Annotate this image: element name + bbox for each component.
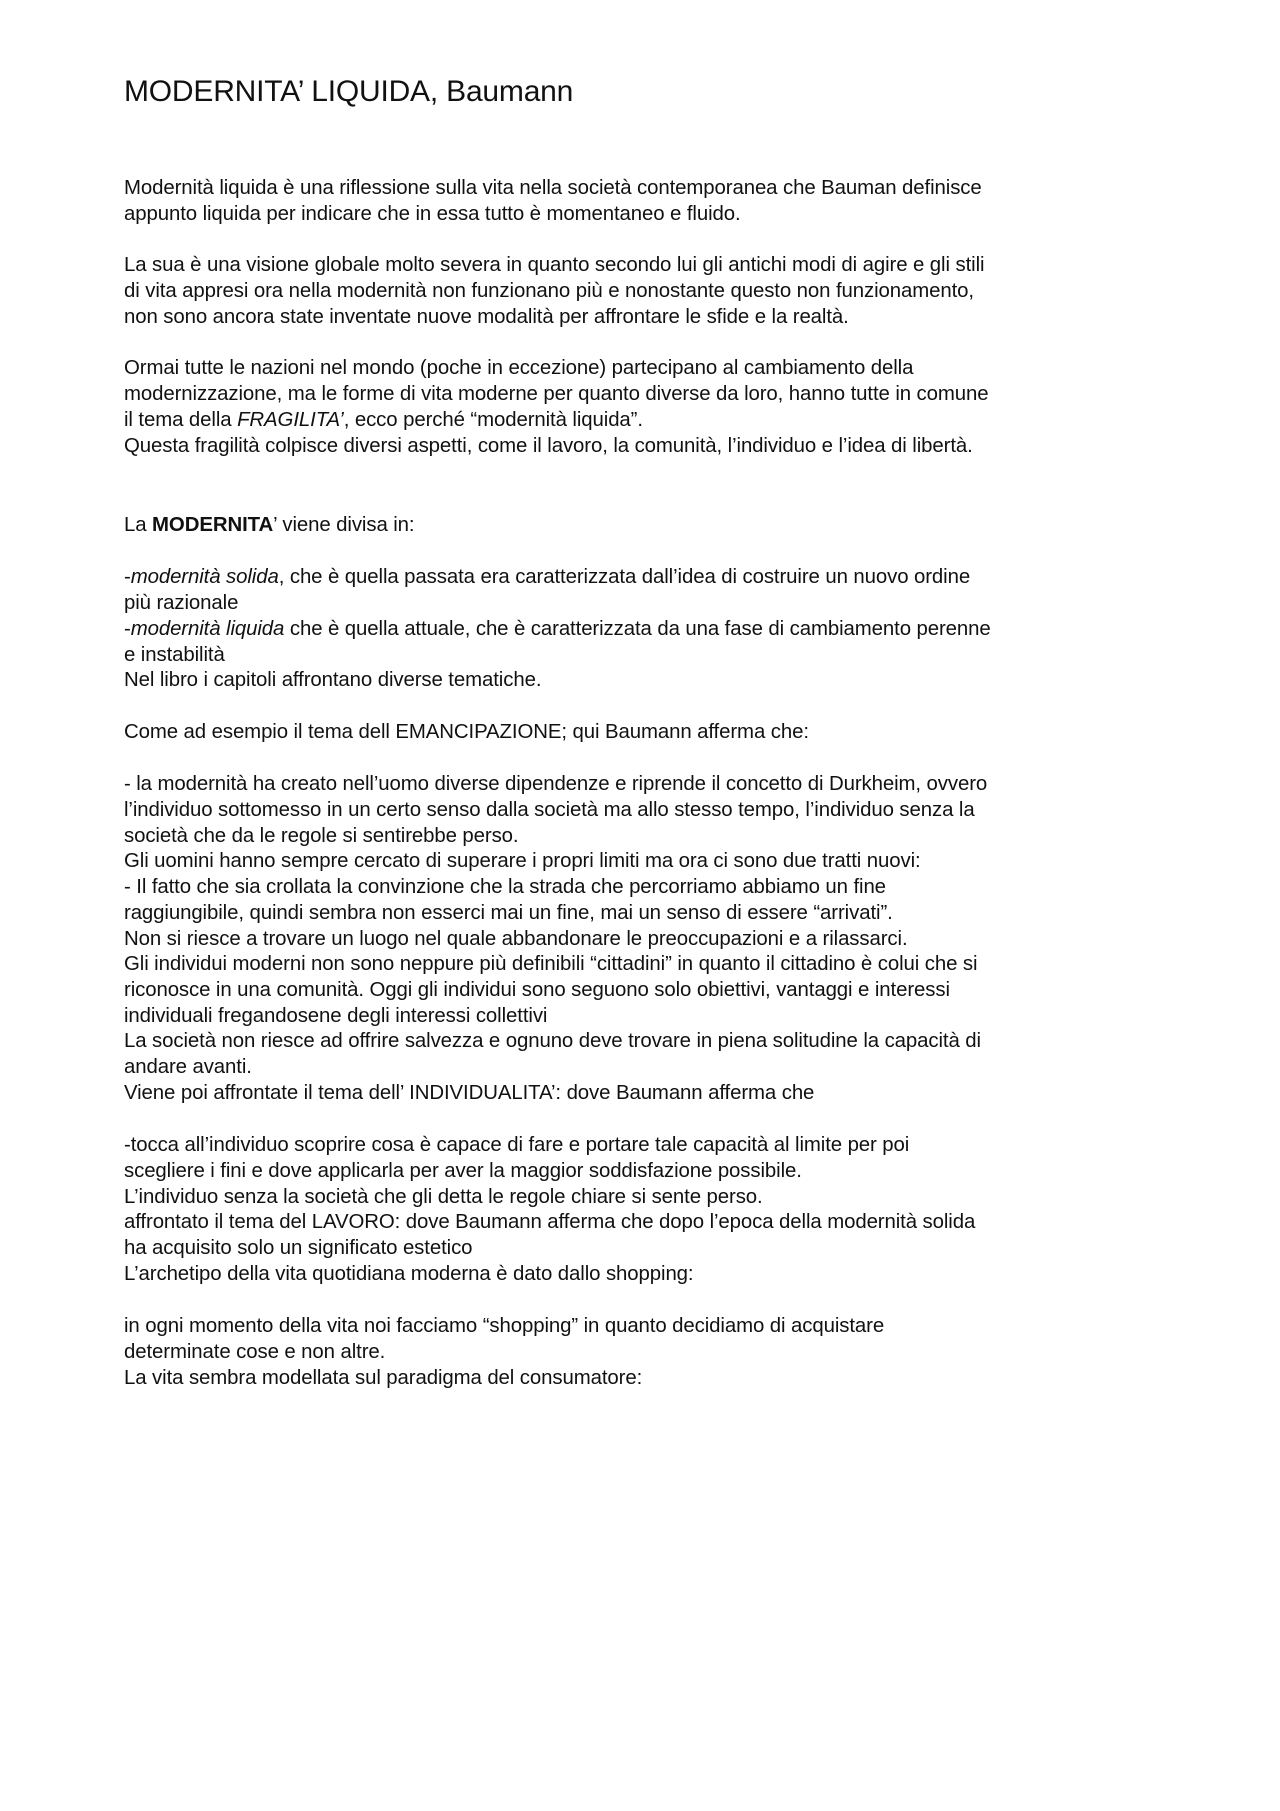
- text-line: - Il fatto che sia crollata la convinzione che la strada che percorriamo abbiamo un fine: [124, 876, 886, 898]
- paragraph-chapters: [124, 667, 1164, 693]
- text-line: il tema della FRAGILITA’, ecco perché “modernità liquida”.: [124, 409, 643, 431]
- text-line: Gli uomini hanno sempre cercato di superare i propri limiti ma ora ci sono due tratti nuovi:: [124, 850, 921, 872]
- paragraph-archetype: [124, 1261, 1164, 1287]
- paragraph-individuality: [124, 1080, 1164, 1106]
- text-line: in ogni momento della vita noi facciamo “shopping” in quanto decidiamo di acquistare: [124, 1315, 885, 1337]
- liquid-modernity-term: modernità liquida: [130, 618, 285, 640]
- paragraph-fragility: [124, 355, 1164, 459]
- text-line: individuali fregandosene degli interessi collettivi: [124, 1005, 548, 1027]
- text-line: La MODERNITA’ viene divisa in:: [124, 514, 415, 536]
- text-line: Viene poi affrontate il tema dell’ INDIVIDUALITA’: dove Baumann afferma che: [124, 1082, 815, 1104]
- text-line: - la modernità ha creato nell’uomo diverse dipendenze e riprende il concetto di Durkheim, ovvero: [124, 773, 988, 795]
- paragraph-shopping: [124, 1313, 1164, 1391]
- fragility-term: FRAGILITA’: [237, 409, 344, 431]
- text-line: più razionale: [124, 592, 239, 614]
- text-line: determinate cose e non altre.: [124, 1341, 386, 1363]
- text-line: ha acquisito solo un significato estetico: [124, 1237, 473, 1259]
- text-line: società che da le regole si sentirebbe perso.: [124, 825, 519, 847]
- text-line: Modernità liquida è una riflessione sulla vita nella società contemporanea che Bauman definisce: [124, 177, 982, 199]
- paragraph-salvation: [124, 1028, 1164, 1080]
- text-line: -modernità liquida che è quella attuale, che è caratterizzata da una fase di cambiamento perenne: [124, 618, 991, 640]
- text-line: -modernità solida, che è quella passata era caratterizzata dall’idea di costruire un nuovo ordine: [124, 566, 971, 588]
- text-line: di vita appresi ora nella modernità non funzionano più e nonostante questo non funzionamento,: [124, 280, 974, 302]
- text-line: affrontato il tema del LAVORO: dove Baumann afferma che dopo l’epoca della modernità solida: [124, 1211, 976, 1233]
- text-line: e instabilità: [124, 644, 225, 666]
- text-line: La società non riesce ad offrire salvezza e ognuno deve trovare in piena solitudine la capacità di: [124, 1030, 981, 1052]
- text-line: appunto liquida per indicare che in essa tutto è momentaneo e fluido.: [124, 203, 741, 225]
- modernity-term: MODERNITA: [152, 514, 274, 536]
- text-line: riconosce in una comunità. Oggi gli individui sono seguono solo obiettivi, vantaggi e interessi: [124, 979, 950, 1001]
- text-line: l’individuo sottomesso in un certo senso dalla società ma allo stesso tempo, l’individuo senza la: [124, 799, 975, 821]
- text-line: Questa fragilità colpisce diversi aspetti, come il lavoro, la comunità, l’individuo e l’idea di libertà.: [124, 435, 973, 457]
- paragraph-limits: [124, 848, 1164, 952]
- text-line: modernizzazione, ma le forme di vita moderne per quanto diverse da loro, hanno tutte in comune: [124, 383, 989, 405]
- paragraph-emancipation: [124, 719, 1164, 745]
- document-page: [124, 72, 1164, 1389]
- paragraph-citizens: [124, 951, 1164, 1029]
- paragraph-vision: [124, 252, 1164, 330]
- text-line: raggiungibile, quindi sembra non esserci mai un fine, mai un senso di essere “arrivati”.: [124, 902, 893, 924]
- text-line: Non si riesce a trovare un luogo nel quale abbandonare le preoccupazioni e a rilassarci.: [124, 928, 908, 950]
- text-line: Nel libro i capitoli affrontano diverse tematiche.: [124, 669, 542, 691]
- paragraph-dependencies: [124, 771, 1164, 849]
- text-line: La vita sembra modellata sul paradigma del consumatore:: [124, 1367, 643, 1389]
- text-line: L’individuo senza la società che gli detta le regole chiare si sente perso.: [124, 1186, 763, 1208]
- text-line: L’archetipo della vita quotidiana moderna è dato dallo shopping:: [124, 1263, 694, 1285]
- solid-modernity-term: modernità solida: [130, 566, 279, 588]
- text-line: scegliere i fini e dove applicarla per aver la maggior soddisfazione possibile.: [124, 1160, 802, 1182]
- paragraph-individual-capacity: [124, 1132, 1164, 1210]
- text-line: La sua è una visione globale molto severa in quanto secondo lui gli antichi modi di agire e gli stili: [124, 254, 985, 276]
- paragraph-intro: [124, 175, 1164, 227]
- paragraph-modernity-types: [124, 564, 1164, 668]
- paragraph-work: [124, 1209, 1164, 1261]
- text-line: -tocca all’individuo scoprire cosa è capace di fare e portare tale capacità al limite per poi: [124, 1134, 910, 1156]
- page-title: MODERNITA’ LIQUIDA, Baumann: [124, 75, 574, 108]
- text-line: Ormai tutte le nazioni nel mondo (poche in eccezione) partecipano al cambiamento della: [124, 357, 914, 379]
- text-line: Come ad esempio il tema dell EMANCIPAZIONE; qui Baumann afferma che:: [124, 721, 809, 743]
- paragraph-modernity-division: [124, 512, 1164, 538]
- text-line: andare avanti.: [124, 1056, 252, 1078]
- text-line: non sono ancora state inventate nuove modalità per affrontare le sfide e la realtà.: [124, 306, 849, 328]
- text-line: Gli individui moderni non sono neppure più definibili “cittadini” in quanto il cittadino è colui che si: [124, 953, 978, 975]
